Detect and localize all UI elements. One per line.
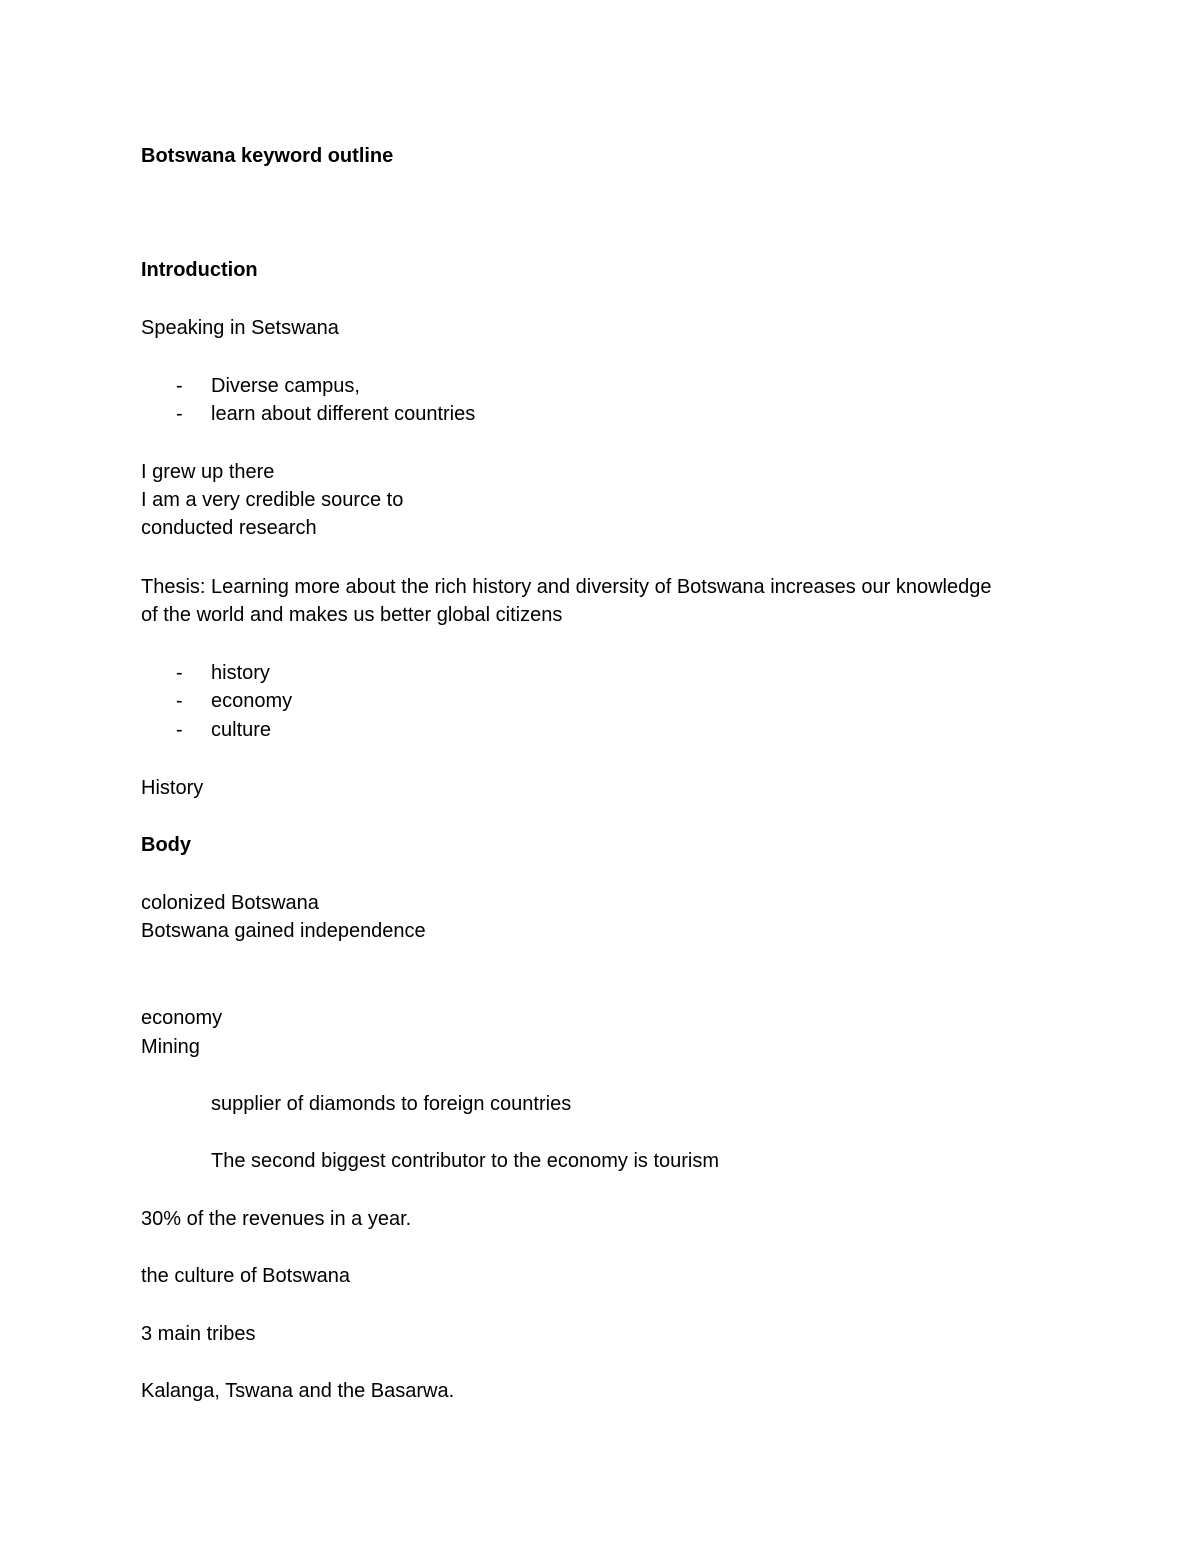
tribes-label: 3 main tribes [141,1323,256,1345]
bullet-dash: - [176,375,183,397]
bullet-dash: - [176,690,183,712]
bullet-dash: - [176,403,183,425]
history-point: colonized Botswana [141,892,319,914]
body-heading: Body [141,834,191,856]
reason-item: Diverse campus, [211,375,360,397]
economy-point: supplier of diamonds to foreign countries [211,1093,572,1115]
intro-opener: Speaking in Setswana [141,317,339,339]
economy-label: economy [141,1007,223,1029]
revenue-note: 30% of the revenues in a year. [141,1208,412,1230]
bullet-dash: - [176,719,183,741]
thesis-line: Thesis: Learning more about the rich history and diversity of Botswana increases our knowledge [141,576,992,598]
economy-point: The second biggest contributor to the economy is tourism [211,1150,720,1172]
culture-label: the culture of Botswana [141,1265,351,1287]
tribes-list: Kalanga, Tswana and the Basarwa. [141,1380,455,1402]
introduction-heading: Introduction [141,259,258,281]
preview-item: history [211,662,270,684]
credibility-line: conducted research [141,517,317,539]
credibility-line: I am a very credible source to [141,489,404,511]
preview-item: culture [211,719,272,741]
history-transition: History [141,777,204,799]
mining-label: Mining [141,1036,200,1058]
document-title: Botswana keyword outline [141,145,394,167]
thesis-line: of the world and makes us better global citizens [141,604,563,626]
preview-item: economy [211,690,293,712]
reason-item: learn about different countries [211,403,476,425]
credibility-line: I grew up there [141,461,275,483]
bullet-dash: - [176,662,183,684]
history-point: Botswana gained independence [141,920,426,942]
